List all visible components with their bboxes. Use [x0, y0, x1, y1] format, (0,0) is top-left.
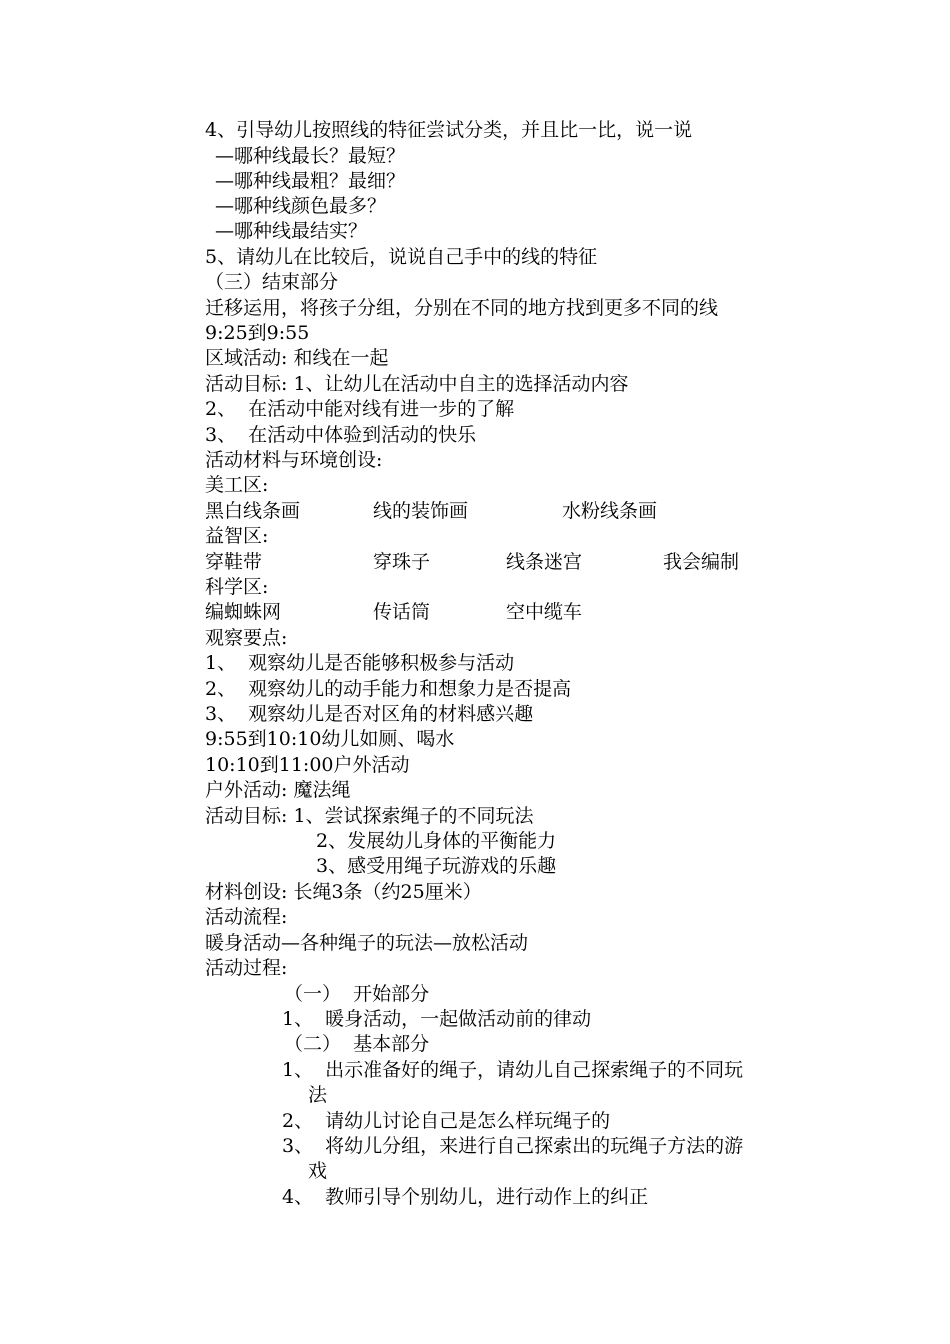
science-item: 编蜘蛛网	[205, 601, 282, 623]
outdoor-title: 户外活动: 魔法绳	[205, 779, 351, 801]
science-item: 传话筒	[373, 601, 431, 623]
outdoor-goal-3: 3、感受用绳子玩游戏的乐趣	[316, 855, 557, 877]
science-item: 空中缆车	[506, 601, 583, 623]
observation-1: 1、 观察幼儿是否能够积极参与活动	[205, 652, 515, 674]
question-thickest: —哪种线最粗？最细？	[215, 170, 406, 192]
time-2: 9:55到10:10幼儿如厕、喝水	[205, 728, 455, 750]
puzzle-item: 线条迷宫	[506, 551, 583, 573]
process-step-1: 1、 暖身活动，一起做活动前的律动	[282, 1008, 592, 1030]
step-5: 5、请幼儿在比较后，说说自己手中的线的特征	[205, 246, 598, 268]
art-item: 水粉线条画	[562, 500, 658, 522]
process-basic-1: 1、 出示准备好的绳子，请幼儿自己探索绳子的不同玩	[282, 1059, 744, 1081]
outdoor-goal-1: 活动目标: 1、尝试探索绳子的不同玩法	[205, 805, 534, 827]
process-basic-3-cont: 戏	[308, 1160, 328, 1182]
goal-3: 3、 在活动中体验到活动的快乐	[205, 424, 477, 446]
process-heading: 活动过程:	[205, 957, 288, 979]
question-longest: —哪种线最长？最短？	[215, 145, 406, 167]
observation-2: 2、 观察幼儿的动手能力和想象力是否提高	[205, 678, 572, 700]
time-1: 9:25到9:55	[205, 322, 310, 344]
transfer-text: 迁移运用，将孩子分组，分别在不同的地方找到更多不同的线	[205, 297, 719, 319]
goal-2: 2、 在活动中能对线有进一步的了解	[205, 398, 515, 420]
process-basic-3: 3、 将幼儿分组，来进行自己探索出的玩绳子方法的游	[282, 1135, 744, 1157]
materials-outdoor: 材料创设: 长绳3条（约25厘米）	[205, 881, 482, 903]
question-colors: —哪种线颜色最多？	[215, 195, 387, 217]
process-basic-4: 4、 教师引导个别幼儿，进行动作上的纠正	[282, 1186, 649, 1208]
question-strongest: —哪种线最结实？	[215, 220, 368, 242]
puzzle-item: 穿鞋带	[205, 551, 263, 573]
process-part-1: （一） 开始部分	[284, 983, 430, 1005]
flow-text: 暖身活动—各种绳子的玩法—放松活动	[205, 932, 529, 954]
art-item: 黑白线条画	[205, 500, 301, 522]
puzzle-item: 穿珠子	[373, 551, 431, 573]
puzzle-item: 我会编制	[663, 551, 740, 573]
science-area-label: 科学区:	[205, 576, 269, 598]
outdoor-goal-2: 2、发展幼儿身体的平衡能力	[316, 830, 557, 852]
materials-heading: 活动材料与环境创设:	[205, 449, 383, 471]
area-activity-title: 区域活动: 和线在一起	[205, 347, 389, 369]
process-basic-1-cont: 法	[308, 1084, 328, 1106]
step-4: 4、引导幼儿按照线的特征尝试分类，并且比一比，说一说	[205, 119, 693, 141]
time-3: 10:10到11:00户外活动	[205, 754, 410, 776]
process-basic-2: 2、 请幼儿讨论自己是怎么样玩绳子的	[282, 1110, 611, 1132]
art-area-label: 美工区:	[205, 474, 269, 496]
art-item: 线的装饰画	[373, 500, 469, 522]
process-part-2: （二） 基本部分	[284, 1033, 430, 1055]
observation-3: 3、 观察幼儿是否对区角的材料感兴趣	[205, 703, 534, 725]
puzzle-area-label: 益智区:	[205, 525, 269, 547]
section-end: （三）结束部分	[205, 271, 339, 293]
goal-1: 活动目标: 1、让幼儿在活动中自主的选择活动内容	[205, 373, 629, 395]
flow-heading: 活动流程:	[205, 906, 288, 928]
observation-heading: 观察要点:	[205, 627, 288, 649]
